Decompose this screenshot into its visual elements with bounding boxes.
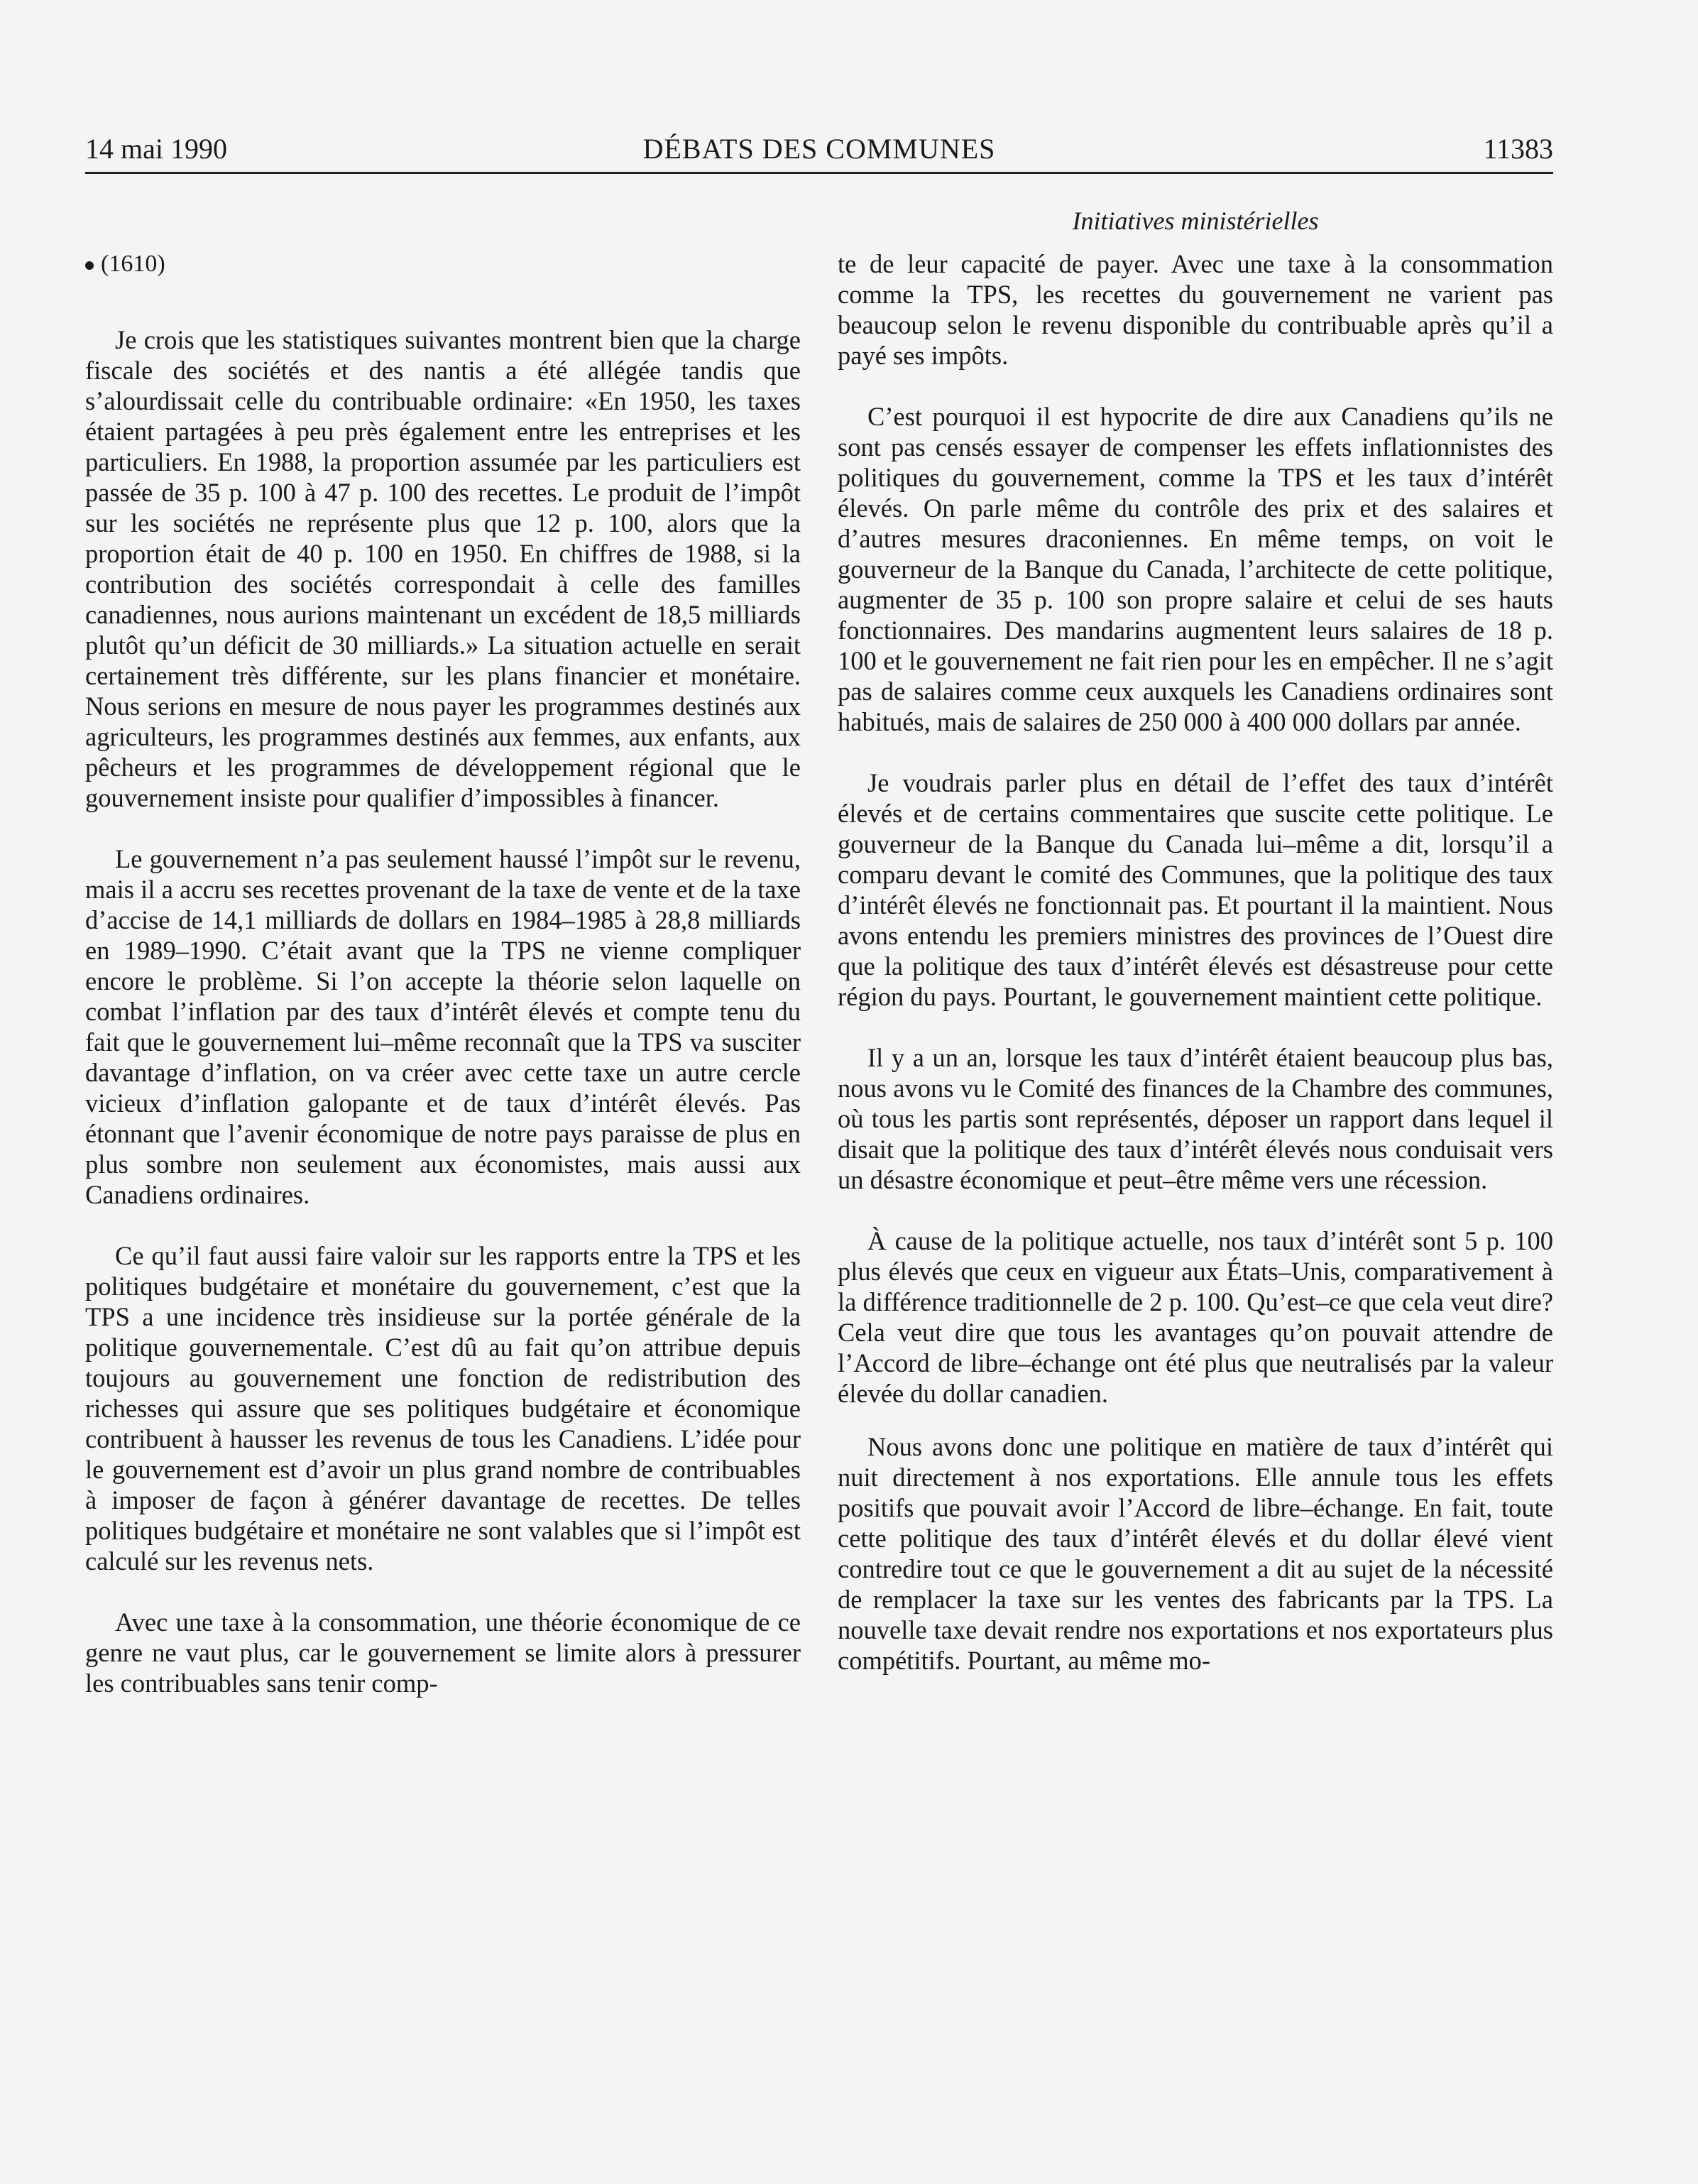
- paragraph: Il y a un an, lorsque les taux d’intérêt étaient beaucoup plus bas, nous avons vu le Comité des finances de la Chambre des communes, où tous les partis sont représentés, déposer un rapport dans lequel il disait que la politique des taux d’intérêt élevés nous conduisait vers un désastre économique et peut–être même vers une récession.: [838, 1043, 1553, 1194]
- header-page-number: 11383: [1483, 133, 1553, 165]
- right-column: [838, 249, 1553, 1676]
- paragraph: C’est pourquoi il est hypocrite de dire aux Canadiens qu’ils ne sont pas censés essayer de compenser les effets inflationnistes des politiques du gouvernement, comme la TPS et les taux d’intérêt élevés. On parle même du contrôle des prix et des salaires et d’autres mesures draconiennes. En même temps, on voit le gouverneur de la Banque du Canada, l’architecte de cette politique, augmenter de 35 p. 100 son propre salaire et celui de ses hauts fonctionnaires. Des mandarins augmentent leurs salaires de 18 p. 100 et le gouvernement ne fait rien pour les en empêcher. Il ne s’agit pas de salaires comme ceux auxquels les Canadiens ordinaires sont habitués, mais de salaires de 250 000 à 400 000 dollars par année.: [838, 402, 1553, 736]
- running-header: [85, 128, 1553, 170]
- section-label: Initiatives ministérielles: [1072, 207, 1319, 235]
- paragraph: Je voudrais parler plus en détail de l’effet des taux d’intérêt élevés et de certains commentaires que suscite cette politique. Le gouverneur de la Banque du Canada lui–même a dit, lorsqu’il a comparu devant le comité des Communes, que la politique des taux d’intérêt élevés ne fonctionnait pas. Et pourtant il la maintient. Nous avons entendu les premiers ministres des provinces de l’Ouest dire que la politique des taux d’intérêt élevés est désastreuse pour cette région du pays. Pourtant, le gouvernement maintient cette politique.: [838, 768, 1553, 1011]
- paragraph: te de leur capacité de payer. Avec une taxe à la consommation comme la TPS, les recettes du gouvernement ne varient pas beaucoup selon le revenu disponible du contribuable après qu’il a payé ses impôts.: [838, 249, 1553, 370]
- paragraph: Avec une taxe à la consommation, une théorie économique de ce genre ne vaut plus, car le gouvernement se limite alors à pressurer les contribuables sans tenir comp-: [85, 1607, 801, 1698]
- bullet-icon: [85, 261, 94, 270]
- header-title: DÉBATS DES COMMUNES: [642, 133, 996, 165]
- left-column: [85, 249, 801, 1698]
- time-marker-text: (1610): [101, 251, 165, 277]
- paragraph: Je crois que les statistiques suivantes montrent bien que la charge fiscale des sociétés et des nantis a été allégée tandis que s’alourdissait celle du contribuable ordinaire: «En 1950, les taxes étaient partagées à peu près également entre les entreprises et les particuliers. En 1988, la proportion assumée par les particuliers est passée de 35 p. 100 à 47 p. 100 des recettes. Le produit de l’impôt sur les sociétés ne représente plus que 12 p. 100, alors que la proportion était de 40 p. 100 en 1950. En chiffres de 1988, si la contribution des sociétés correspondait à celle des familles canadiennes, nous aurions maintenant un excédent de 18,5 milliards plutôt qu’un déficit de 30 milliards.» La situation actuelle en serait certainement très différente, sur les plans financier et monétaire. Nous serions en mesure de nous payer les programmes destinés aux agriculteurs, les programmes destinés aux femmes, aux enfants, aux pêcheurs et les programmes de développement régional que le gouvernement insiste pour qualifier d’impossibles à financer.: [85, 325, 801, 812]
- header-rule: [85, 172, 1553, 174]
- paragraph: À cause de la politique actuelle, nos taux d’intérêt sont 5 p. 100 plus élevés que ceux en vigueur aux États–Unis, comparativement à la différence traditionnelle de 2 p. 100. Qu’est–ce que cela veut dire? Cela veut dire que tous les avantages qu’on pouvait attendre de l’Accord de libre–échange ont été plus que neutralisés par la valeur élevée du dollar canadien.: [838, 1226, 1553, 1408]
- paragraph: Ce qu’il faut aussi faire valoir sur les rapports entre la TPS et les politiques budgétaire et monétaire du gouvernement, c’est que la TPS a une incidence très insidieuse sur la portée générale de la politique gouvernementale. C’est dû au fait qu’on attribue depuis toujours au gouvernement une fonction de redistribution des richesses qui assure que ses politiques budgétaire et économique contribuent à hausser les revenus de tous les Canadiens. L’idée pour le gouvernement est d’avoir un plus grand nombre de contribuables à imposer de façon à générer davantage de recettes. De telles politiques budgétaire et monétaire ne sont valables que si l’impôt est calculé sur les revenus nets.: [85, 1241, 801, 1576]
- paragraph: Nous avons donc une politique en matière de taux d’intérêt qui nuit directement à nos exportations. Elle annule tous les effets positifs que pouvait avoir l’Accord de libre–échange. En fait, toute cette politique des taux d’intérêt élevés et du dollar élevé vient contredire tout ce que le gouvernement a dit au sujet de la nécessité de remplacer la taxe sur les ventes des fabricants par la TPS. La nouvelle taxe devait rendre nos exportations et nos exportateurs plus compétitifs. Pourtant, au même mo-: [838, 1432, 1553, 1675]
- header-date: 14 mai 1990: [85, 133, 227, 165]
- paragraph: Le gouvernement n’a pas seulement haussé l’impôt sur le revenu, mais il a accru ses recettes provenant de la taxe de vente et de la taxe d’accise de 14,1 milliards de dollars en 1984–1985 à 28,8 milliards en 1989–1990. C’était avant que la TPS ne vienne compliquer encore le problème. Si l’on accepte la théorie selon laquelle on combat l’inflation par des taux d’intérêt élevés et compte tenu du fait que le gouvernement lui–même reconnaît que la TPS va susciter davantage d’inflation, on va créer avec cette taxe un autre cercle vicieux d’inflation galopante et de taux d’intérêt élevés. Pas étonnant que l’avenir économique de notre pays paraisse de plus en plus sombre non seulement aux économistes, mais aussi aux Canadiens ordinaires.: [85, 844, 801, 1209]
- time-marker: [85, 249, 801, 279]
